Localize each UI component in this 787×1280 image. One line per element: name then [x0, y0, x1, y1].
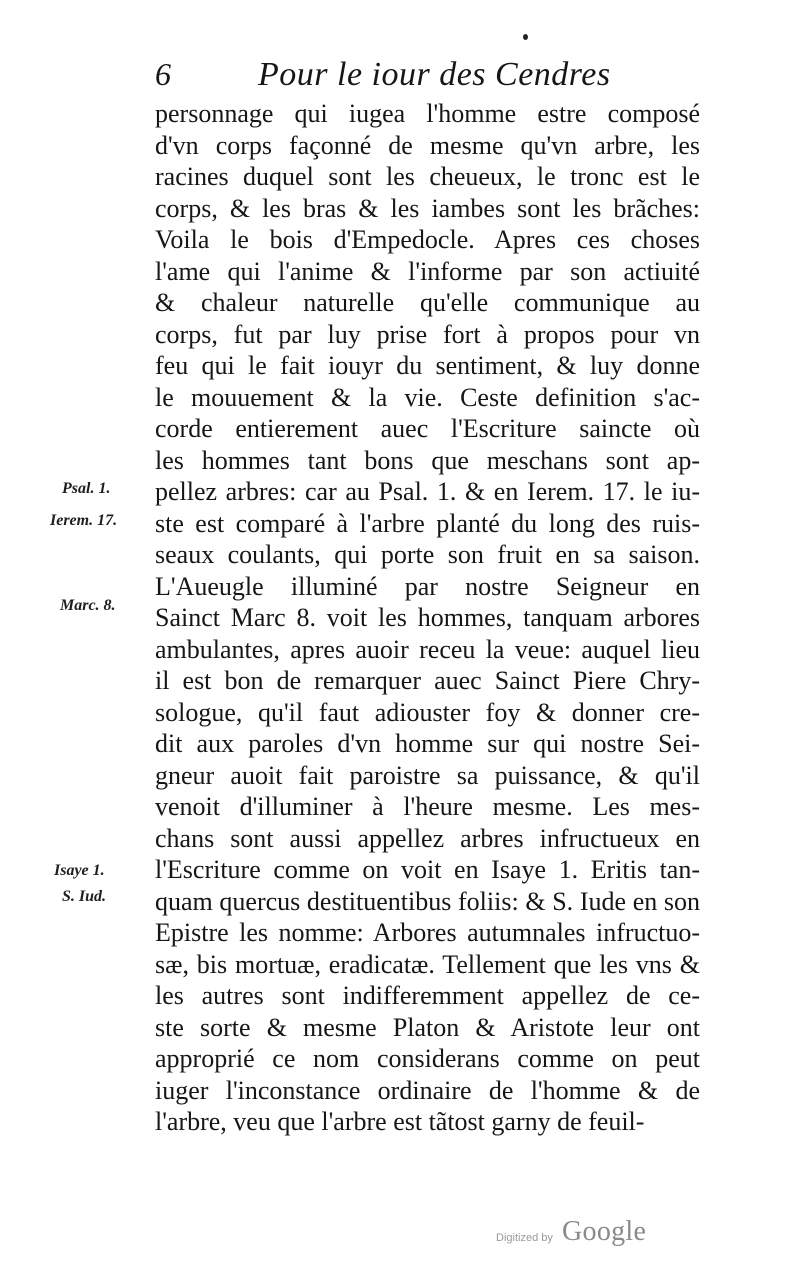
text-line: racines duquel sont les cheueux, le tronc est le	[155, 162, 700, 191]
text-line: quam quercus destituentibus foliis: & S. Iude en son	[155, 886, 700, 916]
text-line: iuger l'inconstance ordinaire de l'homme & de	[155, 1075, 700, 1105]
margin-note-iud: S. Iud.	[62, 888, 107, 905]
text-line: sæ, bis mortuæ, eradicatæ. Tellement que les vns &	[155, 949, 700, 979]
page-number: 6	[155, 56, 171, 92]
text-line: personnage qui iugea l'homme estre composé	[155, 99, 700, 128]
text-line: pellez arbres: car au Psal. 1. & en Ierem. 17. le iu-	[155, 477, 700, 506]
text-line: ste est comparé à l'arbre planté du long des ruis-	[155, 508, 700, 538]
text-line: L'Aueugle illuminé par nostre Seigneur en	[155, 571, 700, 601]
text-line: sologue, qu'il faut adiouster foy & donner cre-	[155, 697, 700, 727]
text-line: les autres sont indifferemment appellez de ce-	[155, 981, 700, 1010]
text-line: gneur auoit fait paroistre sa puissance, & qu'il	[155, 760, 700, 790]
google-logo: Google	[562, 1216, 647, 1247]
margin-note-isaye: Isaye 1.	[54, 862, 105, 879]
margin-note-ierem: Ierem. 17.	[50, 512, 118, 529]
margin-note-marc: Marc. 8.	[60, 597, 116, 614]
digitized-footer	[496, 1216, 666, 1256]
text-line: les hommes tant bons que meschans sont ap-	[155, 445, 700, 475]
page-header	[155, 50, 755, 102]
text-line: & chaleur naturelle qu'elle communique au	[155, 288, 700, 317]
text-line: corps, & les bras & les iambes sont les brãches:	[155, 193, 700, 223]
text-line: l'ame qui l'anime & l'informe par son actiuité	[155, 256, 700, 286]
text-line: Epistre les nomme: Arbores autumnales infructuo-	[155, 918, 700, 947]
text-line: approprié ce nom considerans comme on peut	[155, 1044, 700, 1073]
margin-note-psal: Psal. 1.	[62, 480, 111, 497]
text-line: Sainct Marc 8. voit les hommes, tanquam arbores	[155, 603, 700, 632]
ink-dot	[523, 34, 528, 40]
digitized-label: Digitized by	[496, 1232, 553, 1244]
text-line: l'arbre, veu que l'arbre est tãtost garny de feuil-	[155, 1107, 645, 1136]
text-line: chans sont aussi appellez arbres infructueux en	[155, 823, 700, 853]
text-line: ste sorte & mesme Platon & Aristote leur ont	[155, 1012, 700, 1042]
running-title: Pour le iour des Cendres	[258, 56, 611, 93]
text-line: Voila le bois d'Empedocle. Apres ces choses	[155, 225, 700, 254]
text-line: d'vn corps façonné de mesme qu'vn arbre, les	[155, 130, 700, 160]
text-line: l'Escriture comme on voit en Isaye 1. Eritis tan-	[155, 855, 700, 884]
body-text	[155, 98, 700, 1138]
text-line: dit aux paroles d'vn homme sur qui nostre Sei-	[155, 729, 700, 758]
text-line: ambulantes, apres auoir receu la veue: auquel lieu	[155, 634, 700, 664]
text-line: seaux coulants, qui porte son fruit en sa saison.	[155, 540, 700, 569]
text-line: corde entierement auec l'Escriture saincte où	[155, 414, 700, 443]
text-line: venoit d'illuminer à l'heure mesme. Les mes-	[155, 792, 700, 821]
text-line: il est bon de remarquer auec Sainct Piere Chry-	[155, 666, 700, 695]
text-line: feu qui le fait iouyr du sentiment, & luy donne	[155, 351, 700, 380]
text-line: corps, fut par luy prise fort à propos pour vn	[155, 319, 700, 349]
text-line: le mouuement & la vie. Ceste definition s'ac-	[155, 382, 700, 412]
